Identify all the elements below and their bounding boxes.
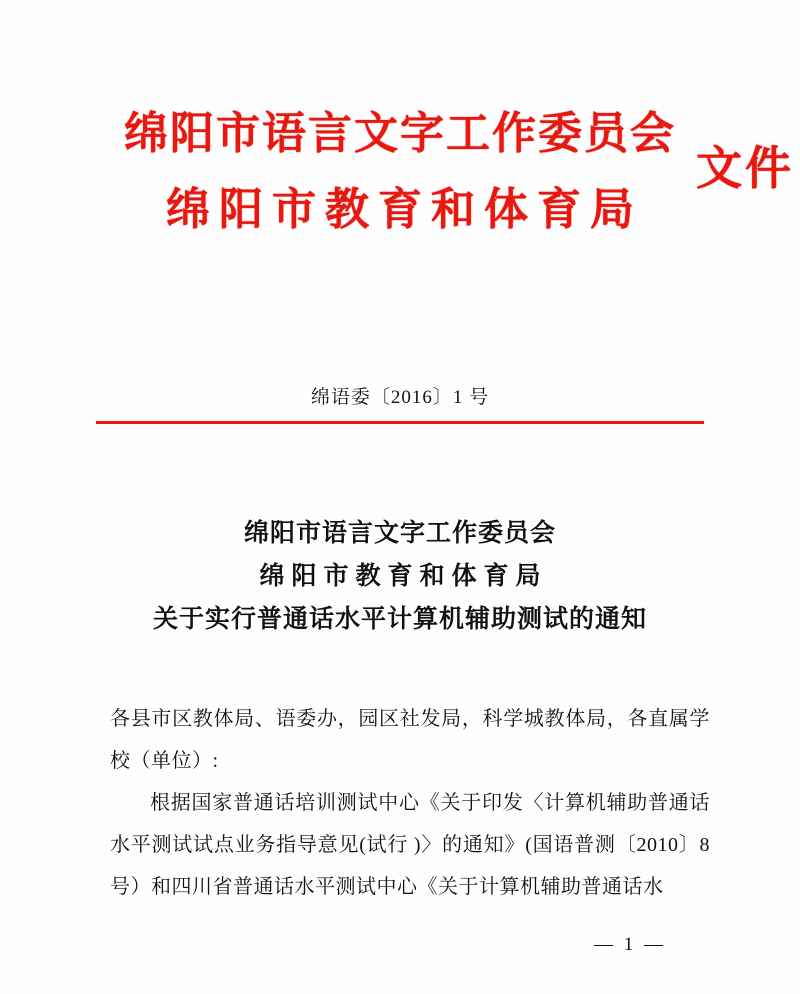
title-line-1: 绵阳市语言文字工作委员会 bbox=[243, 520, 556, 547]
document-number: 绵语委〔2016〕1 号 bbox=[310, 387, 490, 408]
title-line-3: 关于实行普通话水平计算机辅助测试的通知 bbox=[152, 606, 647, 633]
masthead-suffix-word: 文件 bbox=[696, 143, 794, 194]
masthead-line-1: 绵阳市语言文字工作委员会 bbox=[124, 109, 676, 158]
body-text bbox=[110, 698, 710, 908]
page-number: — 1 — bbox=[594, 934, 666, 955]
title-block bbox=[0, 512, 800, 641]
masthead-line-2: 绵阳市教育和体育局 bbox=[166, 185, 643, 234]
salutation-paragraph: 各县市区教体局、语委办，园区社发局，科学城教体局，各直属学校（单位）: bbox=[110, 708, 710, 772]
masthead bbox=[0, 96, 800, 248]
title-line-2: 绵阳市教育和体育局 bbox=[259, 563, 548, 590]
red-divider-rule bbox=[96, 421, 704, 424]
masthead-lines bbox=[124, 96, 794, 248]
body-paragraph-1: 根据国家普通话培训测试中心《关于印发〈计算机辅助普通话水平测试试点业务指导意见(试行 )〉的通知》(国语普测〔2010〕8 号）和四川省普通话水平测试中心《关于计算机辅助普通话水 bbox=[110, 792, 710, 898]
